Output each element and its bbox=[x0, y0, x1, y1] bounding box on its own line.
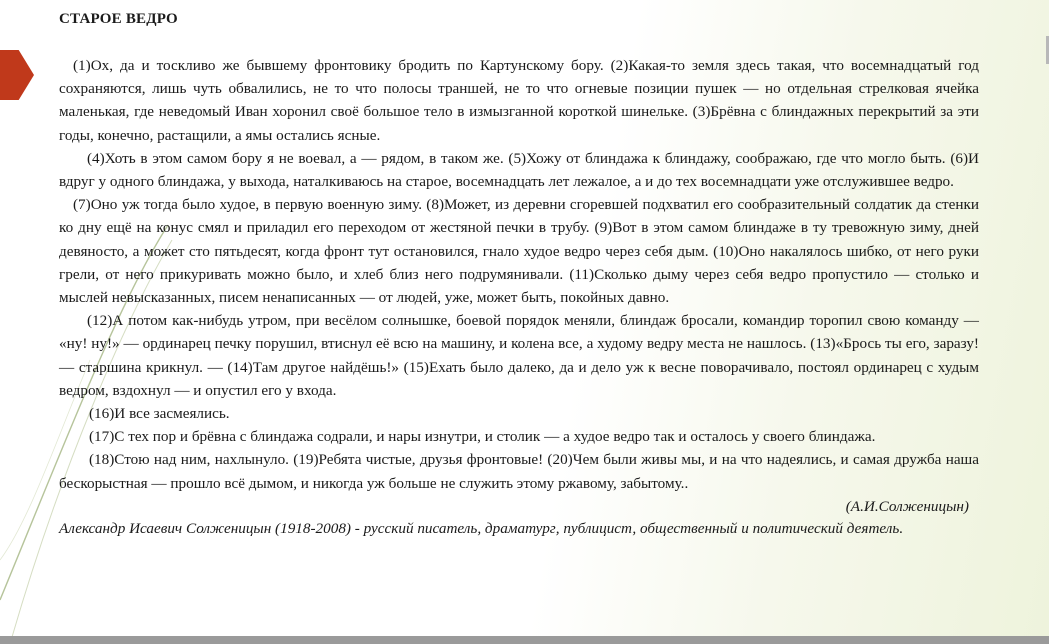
author-signature: (А.И.Солженицын) bbox=[845, 497, 969, 515]
paragraph-7: (18)Стою над ним, нахлынуло. (19)Ребята чистые, друзья фронтовые! (20)Чем были живы мы, и на что надеялись, и самая дружба наша бескорыстная — прошло всё дымом, и никогда уж больше не служить этому ржавому, забытому.. bbox=[59, 451, 979, 492]
story-text bbox=[59, 54, 979, 539]
paragraph-3: (7)Оно уж тогда было худое, в первую военную зиму. (8)Может, из деревни сгоревшей подхватил его сообразительный солдатик да стенки ко дну ещё на конус смял и приладил его переходом от жестяной печки в трубу. (9)Вот в этом самом блиндаже в ту тревожную зиму, дней девяносто, а может сто пятьдесят, когда фронт тут остановился, гнало худое ведро через себя дым. (10)Оно накалялось шибко, от него руки грели, от него прикуривать можно было, и хлеб близ него подрумянивали. (11)Сколько дыму через себя ведро пропустило — столько и мыслей невысказанных, писем ненаписанных — от людей, уже, может быть, покойных давно. bbox=[59, 196, 979, 307]
page-title: СТАРОЕ ВЕДРО bbox=[59, 11, 178, 27]
paragraph-2: (4)Хоть в этом самом бору я не воевал, а — рядом, в таком же. (5)Хожу от блиндажа к блиндажу, соображаю, где что могло быть. (6)И вдруг у одного блиндажа, у выхода, наталкиваюсь на старое, восемнадцать лет лежалое, а и до тех восемнадцати уже отслужившее ведро. bbox=[59, 149, 979, 191]
document-content bbox=[59, 8, 979, 539]
paragraph-6: (17)С тех пор и брёвна с блиндажа содрали, и нары изнутри, и столик — а худое ведро так и осталось у своего блиндажа. bbox=[89, 428, 876, 446]
author-bio: Александр Исаевич Солженицын (1918-2008) - русский писатель, драматург, публицист, общественный и политический деятель. bbox=[59, 520, 904, 538]
bottom-bar bbox=[0, 636, 1049, 644]
paragraph-5: (16)И все засмеялись. bbox=[89, 405, 230, 423]
slide-arrow-shape bbox=[0, 50, 34, 100]
paragraph-4: (12)А потом как-нибудь утром, при весёлом солнышке, боевой порядок меняли, блиндаж бросали, командир торопил свою команду — «ну! ну!» — ординарец печку порушил, втиснул её всю на машину, и колена все, а худому ведру места не нашлось. (13)«Брось ты его, заразу! — старшина крикнул. — (14)Там другое найдёшь!» (15)Ехать было далеко, да и дело уж к весне поворачивало, постоял ординарец с худым ведром, вздохнул — и опустил его у входа. bbox=[59, 312, 979, 399]
paragraph-1: (1)Ох, да и тоскливо же бывшему фронтовику бродить по Картунскому бору. (2)Какая-то земля здесь такая, что восемнадцатый год сохраняются, лишь чуть обвалились, не то что полосы траншей, не то что огневые позиции пушек — но отдельная стрелковая ячейка маленькая, где неведомый Иван хоронил своё большое тело в измызганной короткой шинельке. (3)Брёвна с блиндажных перекрытий за эти годы, конечно, растащили, а ямы остались ясные. bbox=[59, 57, 979, 144]
